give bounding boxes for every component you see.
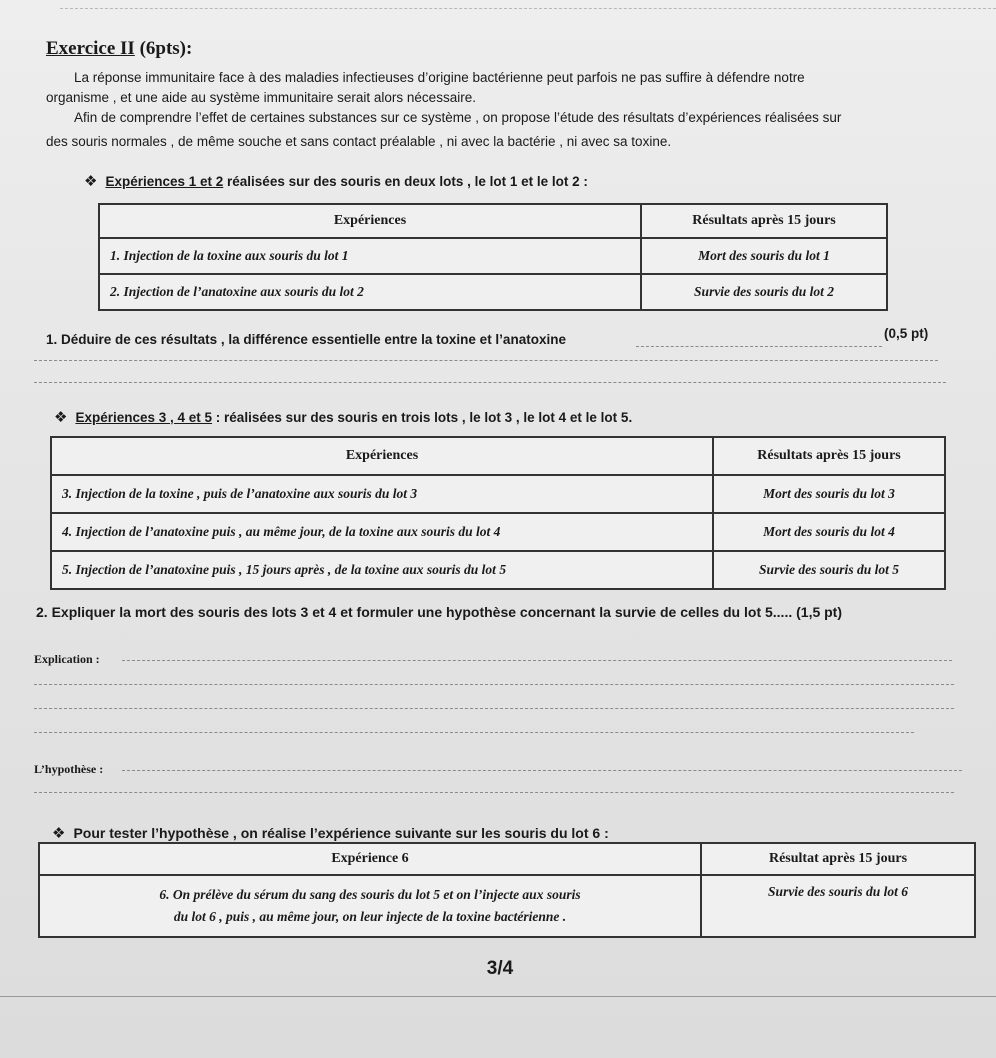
intro-line-4: des souris normales , de même souche et sans contact préalable , ni avec la bactérie , ni avec sa toxine. bbox=[46, 134, 672, 149]
table-row bbox=[51, 551, 945, 589]
table3-cell-exp6-line1: 6. On prélève du sérum du sang des souris du lot 5 et on l’injecte aux souris bbox=[159, 887, 581, 902]
table-row bbox=[39, 875, 975, 937]
section2-heading-bold: Expériences 3 , 4 et 5 bbox=[75, 409, 213, 425]
top-divider bbox=[60, 8, 996, 9]
table-row bbox=[99, 238, 887, 274]
section1-heading-rest: réalisées sur des souris en deux lots , le lot 1 et le lot 2 : bbox=[223, 173, 588, 189]
table2-cell-exp5: 5. Injection de l’anatoxine puis , 15 jours après , de la toxine aux souris du lot 5 bbox=[51, 551, 713, 589]
table2-cell-res3: Mort des souris du lot 3 bbox=[713, 475, 945, 513]
answer-dotline bbox=[34, 732, 914, 733]
bottom-divider bbox=[0, 996, 996, 997]
intro-line-3: Afin de comprendre l’effet de certaines substances sur ce système , on propose l’étude des résultats d’expériences réalisées sur bbox=[74, 110, 842, 125]
section1-heading bbox=[84, 172, 588, 190]
section2-heading-rest: : réalisées sur des souris en trois lots , le lot 3 , le lot 4 et le lot 5. bbox=[212, 409, 633, 425]
diamond-bullet-icon: ❖ bbox=[54, 409, 68, 426]
table2-header-results: Résultats après 15 jours bbox=[713, 437, 945, 475]
hypothese-label: L’hypothèse : bbox=[34, 762, 104, 776]
question-2 bbox=[36, 604, 842, 620]
answer-dotline bbox=[122, 660, 952, 661]
explication-label: Explication : bbox=[34, 652, 100, 666]
table3-header-result: Résultat après 15 jours bbox=[701, 843, 975, 875]
section2-heading bbox=[54, 408, 632, 426]
answer-dotline bbox=[34, 708, 954, 709]
question-1: 1. Déduire de ces résultats , la différence essentielle entre la toxine et l’anatoxine bbox=[46, 332, 566, 347]
answer-dotline bbox=[122, 770, 962, 771]
diamond-bullet-icon: ❖ bbox=[84, 173, 98, 190]
table1-cell-exp2: 2. Injection de l’anatoxine aux souris du lot 2 bbox=[99, 274, 641, 310]
answer-dotline bbox=[34, 382, 946, 383]
table-experiences-1-2 bbox=[98, 203, 888, 311]
table-row bbox=[51, 513, 945, 551]
section3-heading-text: Pour tester l’hypothèse , on réalise l’expérience suivante sur les souris du lot 6 : bbox=[73, 825, 609, 841]
answer-dotline bbox=[34, 792, 954, 793]
table3-cell-exp6 bbox=[39, 875, 701, 937]
exercise-title-main: Exercice II bbox=[46, 38, 135, 59]
table1-header-results: Résultats après 15 jours bbox=[641, 204, 887, 238]
table2-cell-exp3: 3. Injection de la toxine , puis de l’anatoxine aux souris du lot 3 bbox=[51, 475, 713, 513]
page-number: 3/4 bbox=[486, 958, 514, 979]
table2-cell-res4: Mort des souris du lot 4 bbox=[713, 513, 945, 551]
table3-header-experience: Expérience 6 bbox=[39, 843, 701, 875]
table-experience-6 bbox=[38, 842, 976, 938]
intro-line-1: La réponse immunitaire face à des maladies infectieuses d’origine bactérienne peut parfois ne pas suffire à défendre notre bbox=[74, 70, 805, 85]
answer-dotline bbox=[636, 346, 882, 347]
table3-cell-res6: Survie des souris du lot 6 bbox=[701, 875, 975, 937]
table1-cell-res2: Survie des souris du lot 2 bbox=[641, 274, 887, 310]
table-row bbox=[51, 475, 945, 513]
table2-cell-exp4: 4. Injection de l’anatoxine puis , au même jour, de la toxine aux souris du lot 4 bbox=[51, 513, 713, 551]
intro-line-2: organisme , et une aide au système immunitaire serait alors nécessaire. bbox=[46, 90, 476, 105]
answer-dotline bbox=[34, 360, 938, 361]
table1-cell-exp1: 1. Injection de la toxine aux souris du lot 1 bbox=[99, 238, 641, 274]
table1-header-experiences: Expériences bbox=[99, 204, 641, 238]
exercise-title-points: (6pts): bbox=[134, 38, 193, 59]
diamond-bullet-icon: ❖ bbox=[52, 825, 66, 842]
section3-heading bbox=[52, 824, 609, 842]
table-experiences-3-5 bbox=[50, 436, 946, 590]
question-2-text: 2. Expliquer la mort des souris des lots 3 et 4 et formuler une hypothèse concernant la survie de celles du lot 5 bbox=[36, 604, 773, 620]
table3-cell-exp6-line2: du lot 6 , puis , au même jour, on leur injecte de la toxine bactérienne . bbox=[173, 909, 567, 924]
table1-cell-res1: Mort des souris du lot 1 bbox=[641, 238, 887, 274]
answer-dotline bbox=[34, 684, 954, 685]
table2-cell-res5: Survie des souris du lot 5 bbox=[713, 551, 945, 589]
section1-heading-bold: Expériences 1 et 2 bbox=[105, 173, 224, 189]
question-2-points: ..... (1,5 pt) bbox=[772, 604, 843, 620]
exercise-title bbox=[46, 38, 192, 60]
table2-header-experiences: Expériences bbox=[51, 437, 713, 475]
question-1-points: (0,5 pt) bbox=[884, 326, 929, 341]
table-row bbox=[99, 274, 887, 310]
